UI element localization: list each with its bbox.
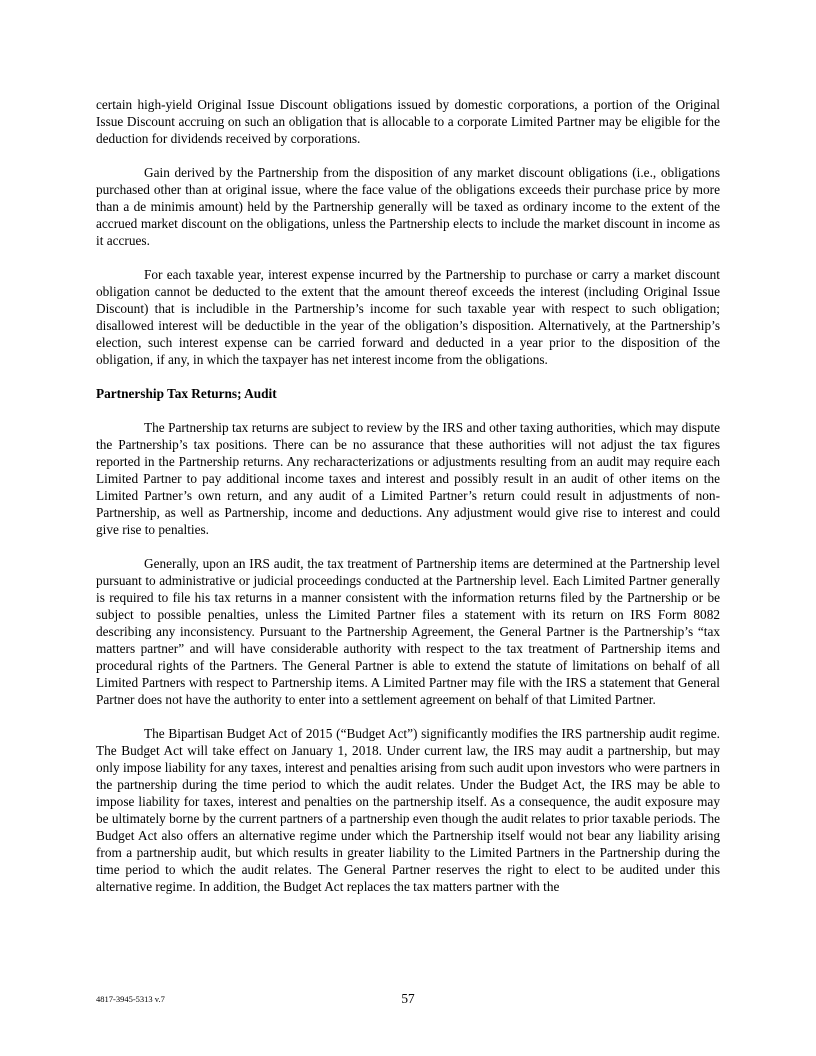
document-body — [96, 96, 720, 895]
paragraph-oid-continuation: certain high-yield Original Issue Discount obligations issued by domestic corporations, a portion of the Original Issue Discount accruing on such an obligation that is allocable to a corporate Limited Partner may be eligible for the deduction for dividends received by corporations. — [96, 97, 720, 146]
paragraph-irs-audit: Generally, upon an IRS audit, the tax treatment of Partnership items are determined at the Partnership level pursuant to administrative or judicial proceedings conducted at the Partnership level. Each Limited Partner generally is required to file his tax returns in a manner consistent with the information returns filed by the Partnership or be subject to possible penalties, unless the Limited Partner files a statement with its return on IRS Form 8082 describing any inconsistency. Pursuant to the Partnership Agreement, the General Partner is the Partnership’s “tax matters partner” and will have considerable authority with respect to the tax treatment of Partnership items and procedural rights of the Partners. The General Partner is able to extend the statute of limitations on behalf of all Limited Partners with respect to Partnership items. A Limited Partner may file with the IRS a statement that General Partner does not have the authority to enter into a settlement agreement on behalf of that Limited Partner. — [96, 556, 720, 707]
footer-page-number: 57 — [401, 991, 415, 1006]
paragraph-market-discount-gain: Gain derived by the Partnership from the disposition of any market discount obligations (i.e., obligations purchased other than at original issue, where the face value of the obligations exceeds their purchase price by more than a de minimis amount) held by the Partnership generally will be taxed as ordinary income to the extent of the accrued market discount on the obligations, unless the Partnership elects to include the market discount in income as it accrues. — [96, 165, 720, 248]
paragraph-budget-act: The Bipartisan Budget Act of 2015 (“Budget Act”) significantly modifies the IRS partnership audit regime. The Budget Act will take effect on January 1, 2018. Under current law, the IRS may audit a partnership, but may only impose liability for any taxes, interest and penalties arising from such audit upon investors who were partners in the partnership during the time period to which the audit relates. Under the Budget Act, the IRS may be able to impose liability for taxes, interest and penalties on the partnership itself. As a consequence, the audit exposure may be ultimately borne by the current partners of a partnership even though the audit relates to prior taxable periods. The Budget Act also offers an alternative regime under which the Partnership itself would not bear any liability arising from a partnership audit, but which results in greater liability to the Limited Partners in the Partnership during the time period to which the audit relates. The General Partner reserves the right to elect to be audited under this alternative regime. In addition, the Budget Act replaces the tax matters partner with the — [96, 726, 720, 894]
paragraph-tax-returns-review: The Partnership tax returns are subject to review by the IRS and other taxing authorities, which may dispute the Partnership’s tax positions. There can be no assurance that these authorities will not adjust the tax figures reported in the Partnership returns. Any recharacterizations or adjustments resulting from an audit may require each Limited Partner to pay additional income taxes and interest and possibly result in an audit of other items on the Limited Partner’s own return, and any audit of a Limited Partner’s return could result in adjustments of non-Partnership, as well as Partnership, income and deductions. Any adjustment would give rise to interest and could give rise to penalties. — [96, 420, 720, 537]
section-heading-tax-returns-audit: Partnership Tax Returns; Audit — [96, 386, 277, 401]
paragraph-interest-expense: For each taxable year, interest expense incurred by the Partnership to purchase or carry a market discount obligation cannot be deducted to the extent that the amount thereof exceeds the interest (including Original Issue Discount) that is includible in the Partnership’s income for such taxable year with respect to such obligation; disallowed interest will be deductible in the year of the obligation’s disposition. Alternatively, at the Partnership’s election, such interest expense can be carried forward and deducted in a year prior to the disposition of the obligation, if any, in which the taxpayer has net interest income from the obligations. — [96, 267, 720, 367]
footer-document-id: 4817-3945-5313 v.7 — [96, 994, 165, 1004]
